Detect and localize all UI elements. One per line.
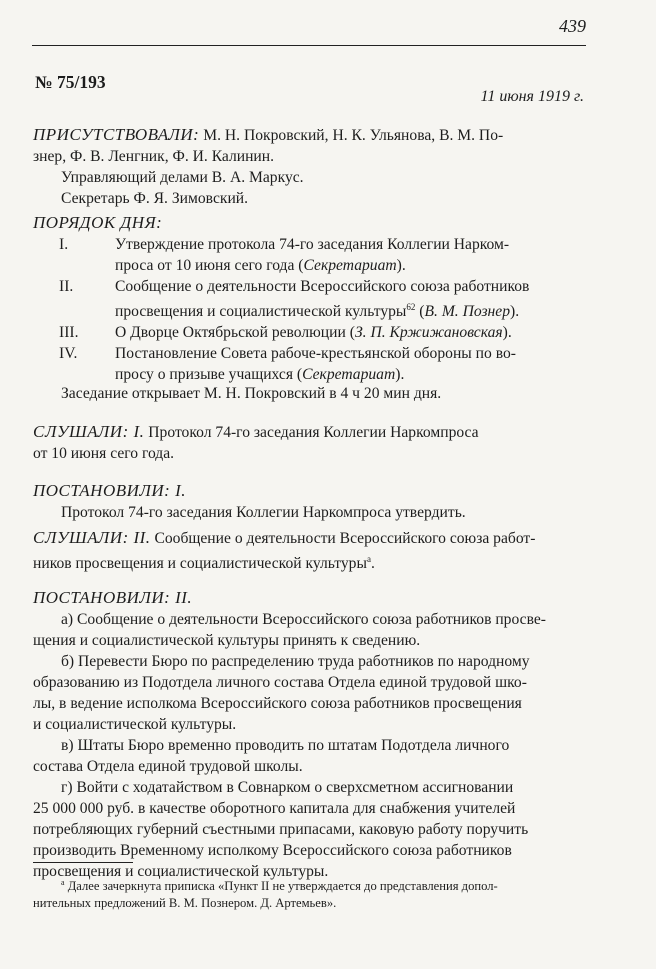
secretary-line: Секретарь Ф. Я. Зимовский.: [61, 190, 249, 207]
heard-2: [33, 527, 593, 574]
agenda-item: [33, 234, 593, 276]
attendees-block: [33, 124, 593, 209]
resolved-text: а) Сообщение о деятельности Всероссийского союза работников просве-: [61, 611, 546, 628]
agenda-item-text: (: [415, 303, 425, 321]
agenda-label: ПОРЯДОК ДНЯ:: [33, 213, 163, 232]
agenda-item-number: III.: [59, 324, 79, 342]
resolved-text: состава Отдела единой трудовой школы.: [33, 758, 303, 775]
footnote: [33, 874, 593, 912]
resolved-text: г) Войти с ходатайством в Совнарком о сверхсметном ассигновании: [61, 779, 514, 796]
heard-label: СЛУШАЛИ: I.: [33, 422, 145, 441]
present-text-1: М. Н. Покровский, Н. К. Ульянова, В. М. По-: [199, 127, 504, 144]
resolved-text: в) Штаты Бюро временно проводить по штатам Подотдела личного: [61, 737, 510, 754]
agenda-item: [33, 322, 593, 343]
opening-line: [33, 383, 593, 404]
resolved-text: лы, в ведение исполкома Всероссийского союза работников просвещения: [33, 695, 522, 712]
agenda-item-speaker: З. П. Кржижановская: [354, 324, 503, 342]
agenda-item-text: Постановление Совета рабоче-крестьянской обороны по во-: [115, 345, 516, 363]
resolved-text: и социалистической культуры.: [33, 716, 237, 733]
agenda-item-text: ).: [510, 303, 520, 321]
agenda-item-text: ).: [502, 324, 512, 342]
resolved-text: образованию из Подотдела личного состава Отдела единой трудовой шко-: [33, 674, 527, 691]
agenda-item-text: Утверждение протокола 74-го заседания Коллегии Нарком-: [115, 236, 510, 253]
agenda-item-text: просу о призыве учащихся (: [115, 366, 303, 384]
resolved-text: 25 000 000 руб. в качестве оборотного капитала для снабжения учителей: [33, 800, 516, 817]
agenda-block: [33, 212, 593, 385]
heard-label: СЛУШАЛИ: II.: [33, 528, 151, 547]
manager-line: Управляющий делами В. А. Маркус.: [61, 169, 304, 186]
page-number: 439: [559, 16, 586, 36]
heard-1: [33, 421, 593, 464]
heard-text: от 10 июня сего года.: [33, 445, 175, 462]
document-number: № 75/193: [35, 72, 106, 92]
agenda-item-speaker: Секретариат: [302, 366, 396, 384]
document-date: 11 июня 1919 г.: [480, 88, 584, 105]
footnote-ref: 62: [406, 302, 416, 312]
resolved-label: ПОСТАНОВИЛИ: II.: [33, 588, 193, 607]
resolved-1: [33, 480, 593, 523]
agenda-item-speaker: В. М. Познер: [424, 303, 510, 321]
resolved-label: ПОСТАНОВИЛИ: I.: [33, 481, 186, 500]
footnote-text: нительных предложений В. М. Познером. Д. Артемьев».: [33, 896, 337, 911]
resolved-text: Протокол 74-го заседания Коллегии Наркомпроса утвердить.: [61, 504, 466, 521]
agenda-item-number: I.: [59, 236, 69, 253]
resolved-text: щения и социалистической культуры принять к сведению.: [33, 632, 421, 649]
resolved-text: производить Временному исполкому Всероссийского союза работников: [33, 842, 512, 859]
agenda-item-text: ).: [396, 257, 406, 274]
footnote-rule: [33, 862, 133, 863]
footnote-ref: а: [366, 554, 371, 564]
footnote-mark: а: [61, 878, 65, 887]
heard-text: Протокол 74-го заседания Коллегии Наркомпроса: [144, 424, 479, 441]
agenda-item: [33, 343, 593, 385]
footnote-text: Далее зачеркнута приписка «Пункт II не утверждается до представления допол-: [64, 879, 498, 894]
agenda-item-text: ).: [395, 366, 405, 384]
resolved-text: просвещения и социалистической культуры.: [33, 863, 329, 880]
agenda-item-number: II.: [59, 278, 74, 295]
agenda-item-text: О Дворце Октябрьской революции (: [115, 324, 355, 342]
heard-text: .: [370, 555, 375, 573]
agenda-item-text: Сообщение о деятельности Всероссийского союза работников: [115, 278, 530, 295]
agenda-item-number: IV.: [59, 345, 78, 363]
resolved-2: [33, 587, 593, 882]
opening-text: Заседание открывает М. Н. Покровский в 4 ч 20 мин дня.: [61, 385, 442, 402]
agenda-item: [33, 276, 593, 322]
header-rule: [32, 45, 586, 46]
heard-text: ников просвещения и социалистической культуры: [33, 555, 367, 573]
present-label: ПРИСУТСТВОВАЛИ:: [33, 125, 200, 144]
resolved-text: потребляющих губерний съестными припасами, каковую работу поручить: [33, 821, 529, 838]
heard-text: Сообщение о деятельности Всероссийского союза работ-: [150, 530, 536, 547]
agenda-item-text: проса от 10 июня сего года (: [115, 257, 304, 274]
agenda-item-speaker: Секретариат: [303, 257, 397, 274]
resolved-text: б) Перевести Бюро по распределению труда работников по народному: [61, 653, 530, 670]
present-text-2: знер, Ф. В. Ленгник, Ф. И. Калинин.: [33, 148, 275, 165]
agenda-item-text: просвещения и социалистической культуры: [115, 303, 407, 321]
